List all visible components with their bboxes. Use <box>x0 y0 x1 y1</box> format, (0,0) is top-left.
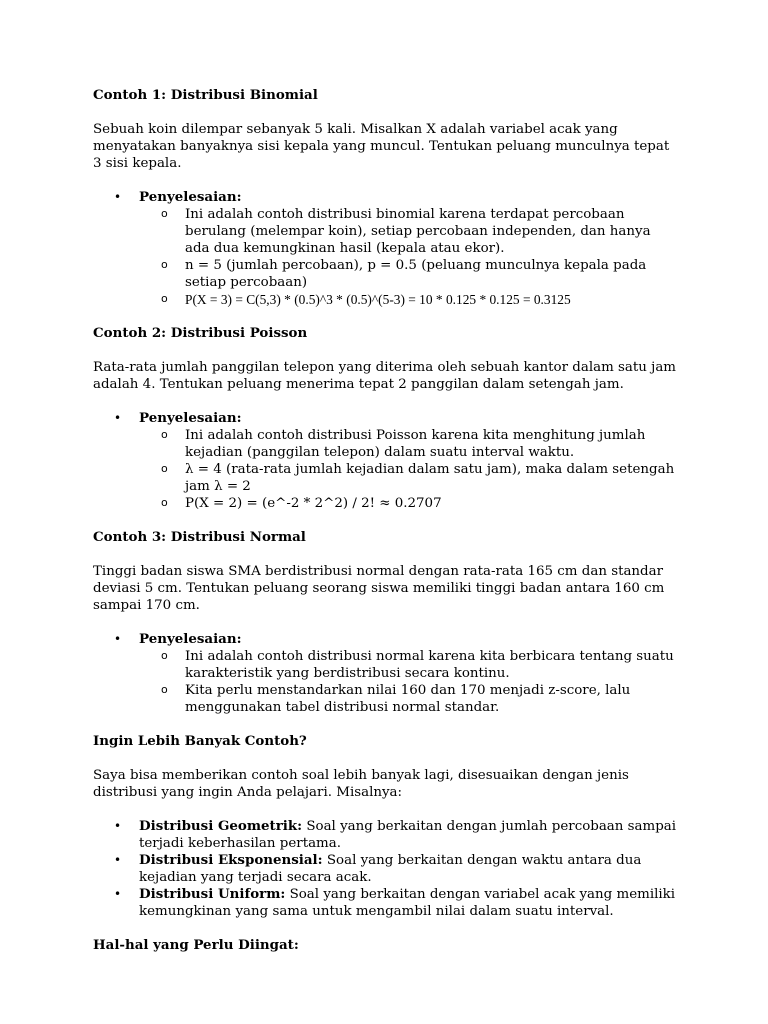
steps-list <box>139 648 678 716</box>
solution-item <box>93 631 678 716</box>
step-item: o P(X = 3) = C(5,3) * (0.5)^3 * (0.5)^(5-3) = 10 * 0.125 * 0.125 = 0.3125 <box>139 291 678 308</box>
section-heading-normal: Contoh 3: Distribusi Normal <box>93 529 306 545</box>
distribution-desc: Soal yang berkaitan dengan variabel acak yang memiliki kemungkinan yang sama untuk mengambil nilai dalam suatu interval. <box>139 887 676 919</box>
document-content <box>93 87 678 954</box>
distribution-desc: Soal yang berkaitan dengan waktu antara dua kejadian yang terjadi secara acak. <box>139 853 642 885</box>
distribution-term: Distribusi Geometrik: <box>139 818 303 834</box>
solution-list-binomial <box>93 189 678 308</box>
section-heading-binomial: Contoh 1: Distribusi Binomial <box>93 87 318 103</box>
distribution-term: Distribusi Eksponensial: <box>139 852 323 868</box>
distribution-desc: Soal yang berkaitan dengan jumlah percobaan sampai terjadi keberhasilan pertama. <box>139 819 677 851</box>
step-item: o Ini adalah contoh distribusi Poisson karena kita menghitung jumlah kejadian (panggilan telepon) dalam suatu interval waktu. <box>139 427 678 461</box>
solution-item <box>93 410 678 512</box>
step-item: o P(X = 2) = (e^-2 * 2^2) / 2! ≈ 0.2707 <box>139 495 678 512</box>
step-item: o n = 5 (jumlah percobaan), p = 0.5 (peluang munculnya kepala pada setiap percobaan) <box>139 257 678 291</box>
steps-list <box>139 427 678 512</box>
solution-label: Penyelesaian: <box>139 631 242 647</box>
section-heading-more: Ingin Lebih Banyak Contoh? <box>93 733 307 749</box>
problem-text-poisson: Rata-rata jumlah panggilan telepon yang diterima oleh sebuah kantor dalam satu jam adalah 4. Tentukan peluang menerima tepat 2 panggilan dalam setengah jam. <box>93 360 677 392</box>
step-item: o λ = 4 (rata-rata jumlah kejadian dalam satu jam), maka dalam setengah jam λ = 2 <box>139 461 678 495</box>
step-item: o Kita perlu menstandarkan nilai 160 dan 170 menjadi z-score, lalu menggunakan tabel distribusi normal standar. <box>139 682 678 716</box>
solution-item <box>93 189 678 308</box>
problem-text-binomial: Sebuah koin dilempar sebanyak 5 kali. Misalkan X adalah variabel acak yang menyatakan banyaknya sisi kepala yang muncul. Tentukan peluang munculnya tepat 3 sisi kepala. <box>93 122 670 171</box>
solution-list-normal <box>93 631 678 716</box>
steps-list <box>139 206 678 308</box>
distribution-item-exponential <box>93 852 678 886</box>
step-item: o Ini adalah contoh distribusi binomial karena terdapat percobaan berulang (melempar koin), setiap percobaan independen, dan hanya ada dua kemungkinan hasil (kepala atau ekor). <box>139 206 678 257</box>
distribution-types-list <box>93 818 678 920</box>
distribution-term: Distribusi Uniform: <box>139 886 286 902</box>
solution-list-poisson <box>93 410 678 512</box>
solution-label: Penyelesaian: <box>139 189 242 205</box>
distribution-item-uniform <box>93 886 678 920</box>
section-heading-poisson: Contoh 2: Distribusi Poisson <box>93 325 308 341</box>
step-item: o Ini adalah contoh distribusi normal karena kita berbicara tentang suatu karakteristik yang berdistribusi secara kontinu. <box>139 648 678 682</box>
section-heading-remember: Hal-hal yang Perlu Diingat: <box>93 937 299 953</box>
distribution-item-geometric <box>93 818 678 852</box>
more-intro-text: Saya bisa memberikan contoh soal lebih banyak lagi, disesuaikan dengan jenis distribusi yang ingin Anda pelajari. Misalnya: <box>93 768 629 800</box>
solution-label: Penyelesaian: <box>139 410 242 426</box>
problem-text-normal: Tinggi badan siswa SMA berdistribusi normal dengan rata-rata 165 cm dan standar deviasi 5 cm. Tentukan peluang seorang siswa memiliki tinggi badan antara 160 cm sampai 170 cm. <box>93 564 665 613</box>
